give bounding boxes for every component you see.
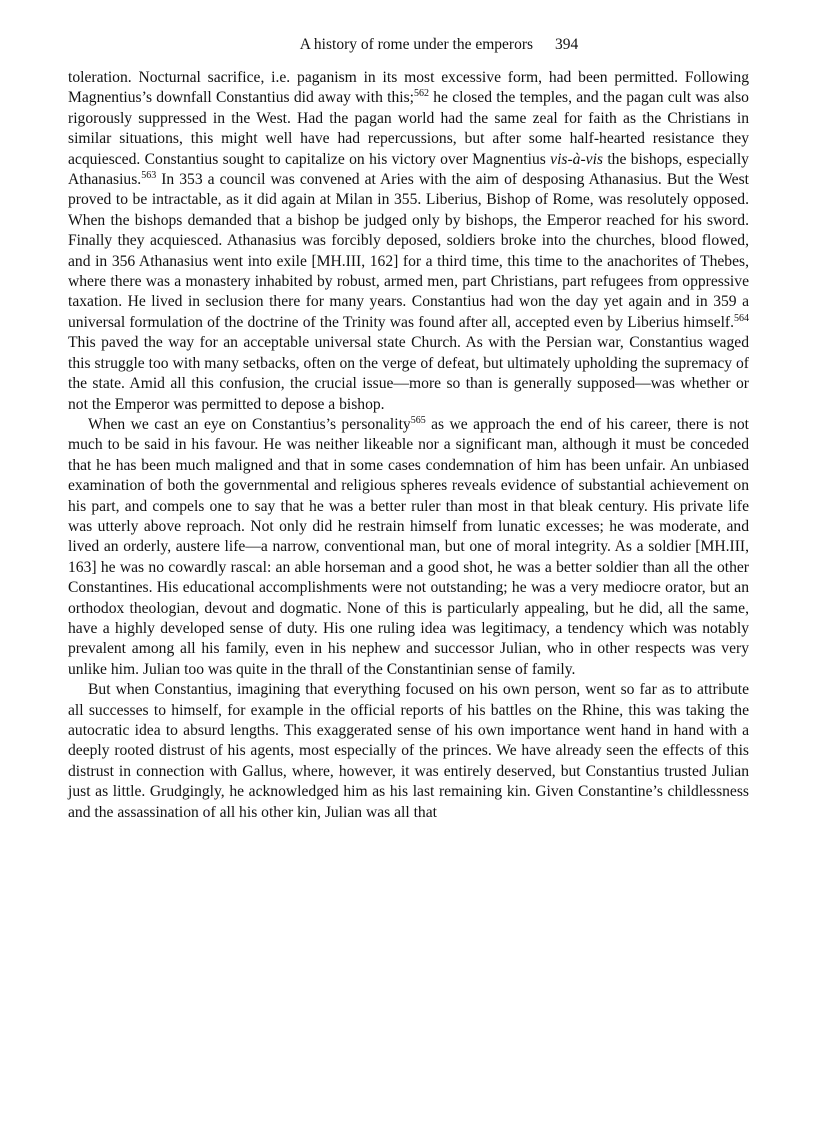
paragraph-2 [68, 415, 749, 680]
footnote-marker-565[interactable]: 565 [410, 414, 426, 426]
text-run: he closed the temples, and the pagan cult was also rigorously suppressed in the West. Had the pagan world had the same zeal for faith as the Christians in similar situations, this might well have had repercussions, but after some half-hearted resistance they acquiesced. Constantius sought to capitalize on his victory over Magnentius [68, 89, 749, 168]
text-run: the bishops, especially Athanasius. [68, 150, 749, 189]
footnote-marker-564[interactable]: 564 [734, 312, 749, 324]
paragraph-1 [68, 68, 749, 415]
text-run: When we cast an eye on Constantius’s personality [88, 415, 411, 433]
text-run: In 353 a council was convened at Aries with the aim of desposing Athanasius. But the West proved to be intractable, as it did again at Milan in 355. Liberius, Bishop of Rome, was resolutely opposed. When the bishops demanded that a bishop be judged only by bishops, the Emperor reached for his sword. Finally they acquiesced. Athanasius was forcibly deposed, soldiers broke into the churches, blood flowed, and in 356 Athanasius went into exile [MH.III, 162] for a third time, this time to the anachorites of Thebes, where there was a monastery inhabited by robust, armed men, part Christians, part refugees from oppressive taxation. He lived in seclusion there for many years. Constantius had won the day yet again and in 359 a universal formulation of the doctrine of the Trinity was found after all, accepted even by Liberius himself. [68, 171, 749, 331]
paragraph-3 [68, 680, 749, 823]
footnote-marker-562[interactable]: 562 [413, 88, 429, 100]
body-text [68, 68, 749, 823]
italic-phrase: vis-à-vis [550, 150, 603, 168]
running-title: A history of rome under the emperors [299, 36, 534, 53]
footnote-marker-563[interactable]: 563 [141, 170, 157, 182]
text-run: This paved the way for an acceptable universal state Church. As with the Persian war, Constantius waged this struggle too with many setbacks, often on the verge of defeat, but ultimately upholding the supremacy of the state. Amid all this confusion, the crucial issue—more so than is generally supposed—was whether or not the Emperor was permitted to depose a bishop. [68, 334, 749, 413]
page-number: 394 [555, 36, 579, 53]
text-run: toleration. Nocturnal sacrifice, i.e. paganism in its most excessive form, had been permitted. Following Magnentius’s downfall Constantius did away with this; [68, 69, 749, 107]
running-header [0, 35, 816, 55]
text-run: as we approach the end of his career, there is not much to be said in his favour. He was neither likeable nor a significant man, although it must be conceded that he has been much maligned and that in some cases condemnation of him has been unfair. An unbiased examination of both the governmental and religious spheres reveals evidence of substantial achievement on his part, and compels one to say that he was a better ruler than most in that bleak century. His private life was utterly above reproach. Not only did he restrain himself from lunatic excesses; he was moderate, and lived an orderly, austere life—a narrow, conventional man, but one of moral integrity. As a soldier [MH.III, 163] he was no cowardly rascal: an able horseman and a good shot, he was a better soldier than all the other Constantines. His educational accomplishments were not outstanding; he was a very mediocre orator, but an orthodox theologian, devout and dogmatic. None of this is particularly appealing, but he did, all the same, have a highly developed sense of duty. His one ruling idea was legitimacy, a tendency which was notably prevalent among all his family, even in his nephew and successor Julian, who in other respects was very unlike him. Julian too was quite in the thrall of the Constantinian sense of family. [68, 415, 750, 678]
text-run: But when Constantius, imagining that everything focused on his own person, went so far as to attribute all successes to himself, for example in the official reports of his battles on the Rhine, this was taking the autocratic idea to absurd lengths. This exaggerated sense of his own importance went hand in hand with a deeply rooted distrust of his agents, most especially of the princes. We have already seen the effects of this distrust in connection with Gallus, where, however, it was entirely deserved, but Constantius trusted Julian just as little. Grudgingly, he acknowledged him as his last remaining kin. Given Constantine’s childlessness and the assassination of all his other kin, Julian was all that [68, 681, 749, 821]
